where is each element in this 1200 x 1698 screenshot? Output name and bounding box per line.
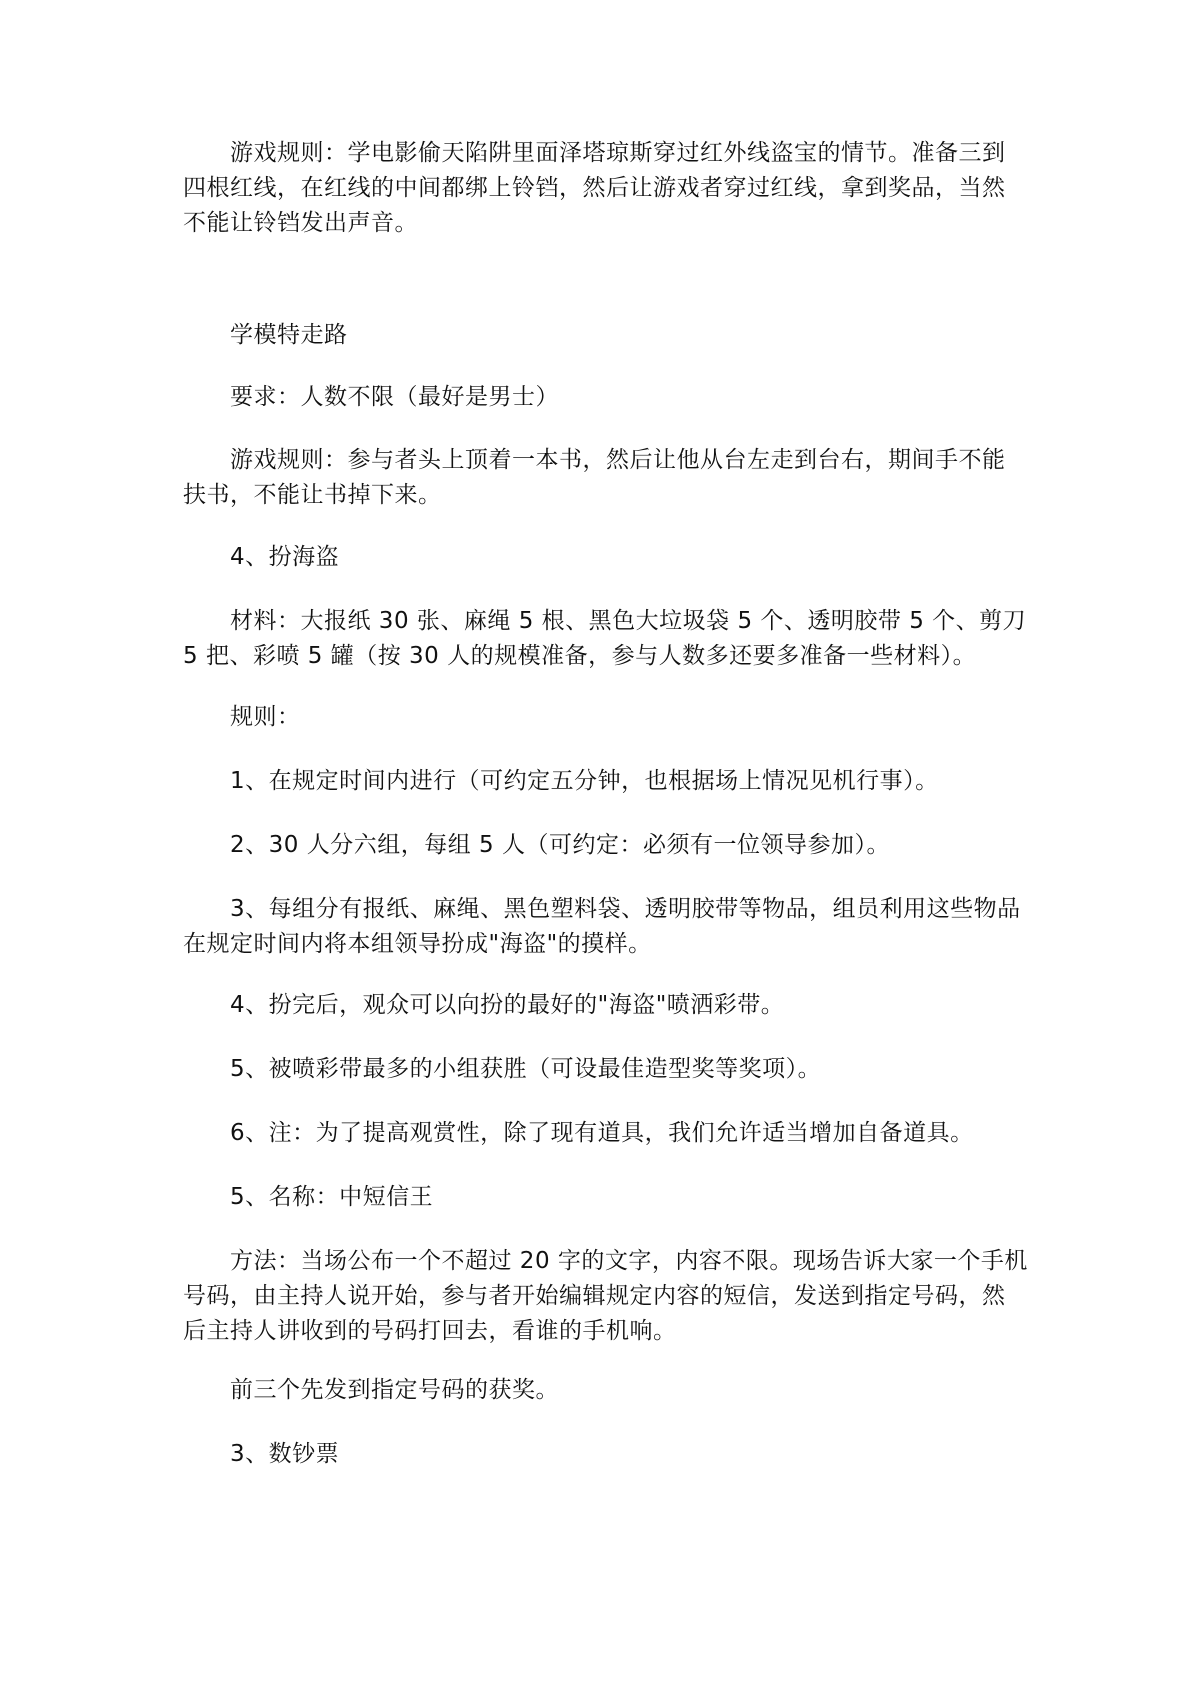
heading-rules: 规则： — [230, 704, 301, 730]
heading-count-bills: 3、数钞票 — [230, 1441, 340, 1467]
rule-item-2: 2、30 人分六组，每组 5 人（可约定：必须有一位领导参加）。 — [230, 832, 890, 858]
heading-sms-king: 5、名称：中短信王 — [230, 1184, 434, 1210]
rule-item-3: 3、每组分有报纸、麻绳、黑色塑料袋、透明胶带等物品，组员利用这些物品在规定时间内将本组领导扮成"海盗"的摸样。 — [183, 896, 1021, 957]
heading-model-walk: 学模特走路 — [230, 322, 348, 348]
paragraph-rule-book: 游戏规则：参与者头上顶着一本书，然后让他从台左走到台右，期间手不能扶书，不能让书掉下来。 — [183, 447, 1006, 508]
paragraph-materials: 材料：大报纸 30 张、麻绳 5 根、黑色大垃圾袋 5 个、透明胶带 5 个、剪刀 5 把、彩喷 5 罐（按 30 人的规模准备，参与人数多还要多准备一些材料）。 — [183, 608, 1027, 669]
paragraph-rule-infrared: 游戏规则：学电影偷天陷阱里面泽塔琼斯穿过红外线盗宝的情节。准备三到四根红线，在红线的中间都绑上铃铛，然后让游戏者穿过红线，拿到奖品，当然不能让铃铛发出声音。 — [183, 140, 1006, 236]
rule-item-5: 5、被喷彩带最多的小组获胜（可设最佳造型奖等奖项）。 — [230, 1056, 822, 1082]
rule-item-6: 6、注：为了提高观赏性，除了现有道具，我们允许适当增加自备道具。 — [230, 1120, 974, 1146]
heading-pirate: 4、扮海盗 — [230, 544, 340, 570]
paragraph-requirement: 要求：人数不限（最好是男士） — [230, 384, 559, 410]
rule-item-1: 1、在规定时间内进行（可约定五分钟，也根据场上情况见机行事）。 — [230, 768, 939, 794]
paragraph-method: 方法：当场公布一个不超过 20 字的文字，内容不限。现场告诉大家一个手机号码，由主持人说开始，参与者开始编辑规定内容的短信，发送到指定号码，然后主持人讲收到的号码打回去，看谁的手机响。 — [183, 1248, 1028, 1344]
paragraph-prize: 前三个先发到指定号码的获奖。 — [230, 1377, 559, 1403]
rule-item-4: 4、扮完后，观众可以向扮的最好的"海盗"喷洒彩带。 — [230, 992, 785, 1018]
